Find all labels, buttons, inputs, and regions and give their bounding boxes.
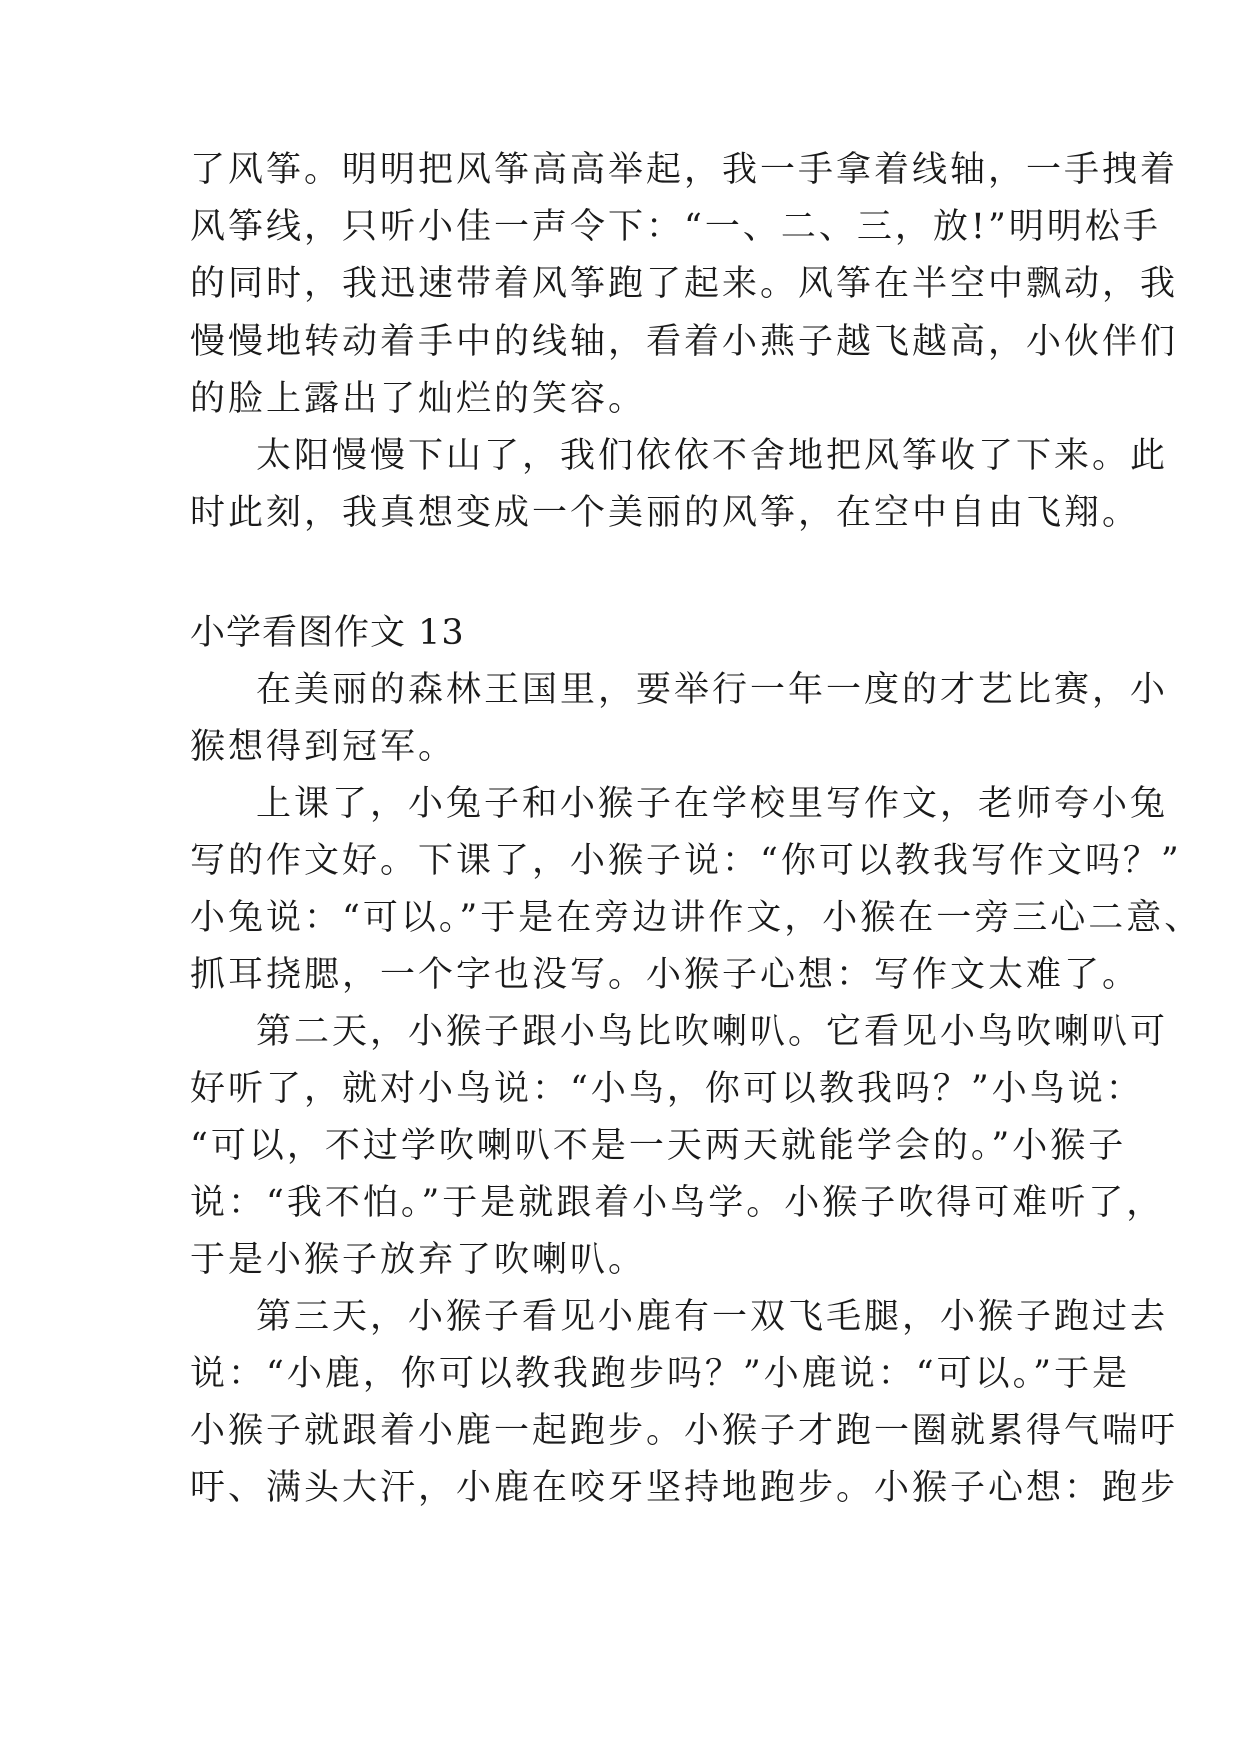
text-line: 上课了，小兔子和小猴子在学校里写作文，老师夸小兔 xyxy=(256,784,1169,824)
text-line: 小猴子就跟着小鹿一起跑步。小猴子才跑一圈就累得气喘吁 xyxy=(190,1411,1179,1451)
text-line: 吁、满头大汗，小鹿在咬牙坚持地跑步。小猴子心想：跑步 xyxy=(190,1468,1179,1508)
text-line: 了风筝。明明把风筝高高举起，我一手拿着线轴，一手拽着 xyxy=(190,150,1179,190)
text-line: 太阳慢慢下山了，我们依依不舍地把风筝收了下来。此 xyxy=(256,436,1169,476)
text-line: 说：“我不怕。”于是就跟着小鸟学。小猴子吹得可难听了， xyxy=(190,1183,1165,1223)
text-line: 小兔说：“可以。”于是在旁边讲作文，小猴在一旁三心二意、 xyxy=(190,898,1203,938)
text-line: 好听了，就对小鸟说：“小鸟，你可以教我吗？”小鸟说： xyxy=(190,1069,1144,1109)
text-line: 在美丽的森林王国里，要举行一年一度的才艺比赛，小 xyxy=(256,670,1169,710)
text-line: 写的作文好。下课了，小猴子说：“你可以教我写作文吗？” xyxy=(190,841,1182,881)
text-line: 时此刻，我真想变成一个美丽的风筝，在空中自由飞翔。 xyxy=(190,493,1141,533)
text-line: 的脸上露出了灿烂的笑容。 xyxy=(190,379,647,419)
text-line: 抓耳挠腮，一个字也没写。小猴子心想：写作文太难了。 xyxy=(190,955,1141,995)
text-line: 第三天，小猴子看见小鹿有一双飞毛腿，小猴子跑过去 xyxy=(256,1297,1169,1337)
text-line: 慢慢地转动着手中的线轴，看着小燕子越飞越高，小伙伴们 xyxy=(190,322,1179,362)
text-line: 说：“小鹿，你可以教我跑步吗？”小鹿说：“可以。”于是 xyxy=(190,1354,1131,1394)
section-title: 小学看图作文 13 xyxy=(190,613,465,653)
text-line: “可以，不过学吹喇叭不是一天两天就能学会的。”小猴子 xyxy=(190,1126,1127,1166)
text-line: 风筝线，只听小佳一声令下：“一、二、三，放!”明明松手 xyxy=(190,207,1161,247)
text-line: 第二天，小猴子跟小鸟比吹喇叭。它看见小鸟吹喇叭可 xyxy=(256,1012,1169,1052)
text-line: 的同时，我迅速带着风筝跑了起来。风筝在半空中飘动，我 xyxy=(190,264,1179,304)
text-line: 于是小猴子放弃了吹喇叭。 xyxy=(190,1240,647,1280)
text-line: 猴想得到冠军。 xyxy=(190,727,457,767)
